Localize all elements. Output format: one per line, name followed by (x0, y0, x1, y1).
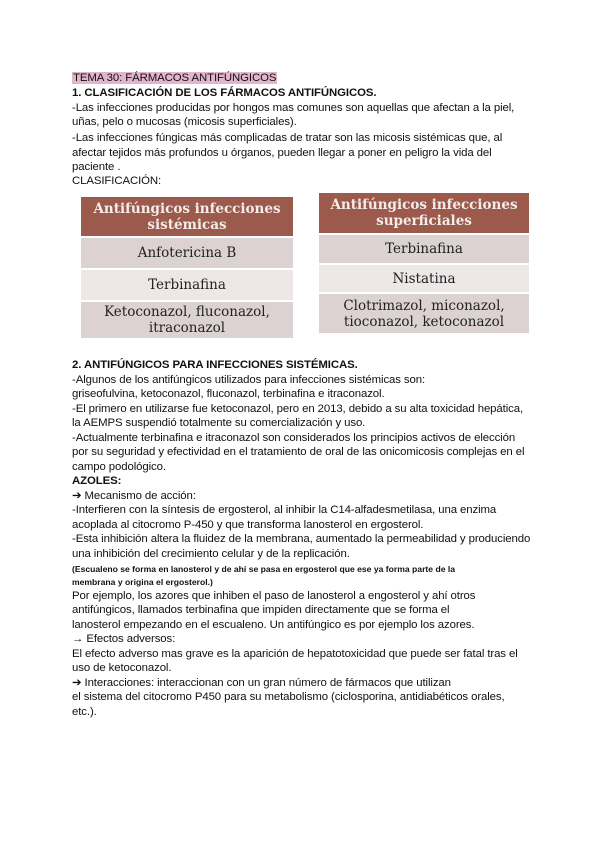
table-row: Terbinafina (81, 270, 293, 300)
azoles-heading: AZOLES: (72, 475, 122, 487)
paragraph-line: afectar tejidos más profundos u órganos, pueden llegar a poner en peligro la vida del (72, 147, 492, 159)
interactions-line: ➔ Interacciones: interaccionan con un gran número de fármacos que utilizan (72, 677, 451, 689)
table-header-text: sistémicas (147, 216, 227, 233)
mechanism-label: ➔ Mecanismo de acción: (72, 490, 196, 502)
paragraph-line: acoplada al citocromo P-450 y que transforma lanosterol en ergosterol. (72, 519, 424, 531)
note-line: (Escualeno se forma en lanosterol y de ahí se pasa en ergosterol que ese ya forma parte de la (72, 564, 456, 574)
table-header-text: Antifúngicos infecciones (93, 200, 281, 217)
paragraph-line: El efecto adverso mas grave es la aparición de hepatotoxicidad que puede ser fatal tras el (72, 648, 518, 660)
paragraph-line: Por ejemplo, los azores que inhiben el paso de lanosterol a engosterol y ahí otros (72, 590, 476, 602)
paragraph-line: uñas, pelo o mucosas (micosis superficiales). (72, 116, 297, 128)
paragraph-line: -Las infecciones producidas por hongos mas comunes son aquellas que afectan a la piel, (72, 102, 515, 114)
adverse-label: → Efectos adversos: (72, 633, 176, 645)
section1-heading: 1. CLASIFICACIÓN DE LOS FÁRMACOS ANTIFÚNGICOS. (72, 87, 377, 99)
paragraph-line: -Actualmente terbinafina e itraconazol son considerados los principios activos de elección (72, 432, 516, 444)
table-header-text: Antifúngicos infecciones (330, 197, 518, 213)
section2-heading: 2. ANTIFÚNGICOS PARA INFECCIONES SISTÉMICAS. (72, 359, 358, 371)
paragraph-line: la AEMPS suspendió totalmente su comercialización y uso. (72, 417, 366, 429)
paragraph-line: uso de ketoconazol. (72, 662, 172, 674)
note-line: membrana y origina el ergosterol.) (72, 577, 213, 587)
paragraph-line: paciente . (72, 161, 121, 173)
paragraph-line: por su seguridad y efectividad en el tratamiento de oral de las onicomicosis complejas en el (72, 446, 525, 458)
paragraph-line: campo podológico. (72, 461, 166, 473)
paragraph-line: -Las infecciones fúngicas más complicadas de tratar son las micosis sistémicas que, al (72, 132, 503, 144)
paragraph-line: -El primero en utilizarse fue ketoconazol, pero en 2013, debido a su alta toxicidad hepática, (72, 403, 524, 415)
table-row: Clotrimazol, miconazol, tioconazol, ketoconazol (319, 294, 529, 333)
table-row: Ketoconazol, fluconazol, itraconazol (81, 302, 293, 338)
paragraph-line: antifúngicos, llamados terbinafina que impiden directamente que se forma el (72, 604, 450, 616)
table-header (319, 193, 529, 233)
paragraph-line: -Algunos de los antifúngicos utilizados para infecciones sistémicas son: (72, 374, 426, 386)
table-header-text: superficiales (376, 213, 472, 229)
paragraph-line: -Esta inhibición altera la fluidez de la membrana, aumentado la permeabilidad y produciendo (72, 533, 531, 545)
table-row: Nistatina (319, 265, 529, 292)
paragraph-line: griseofulvina, ketoconazol, fluconazol, terbinafina e itraconazol. (72, 388, 385, 400)
classification-label: CLASIFICACIÓN: (72, 175, 162, 187)
title-line (72, 71, 277, 86)
table-row: Anfotericina B (81, 238, 293, 268)
table-header (81, 197, 293, 236)
paragraph-line: el sistema del citocromo P450 para su metabolismo (ciclosporina, antidiabéticos orales, (72, 691, 505, 703)
paragraph-line: lanosterol empezando en el escualeno. Un antifúngico es por ejemplo los azores. (72, 619, 475, 631)
paragraph-line: una inhibición del crecimiento celular y de la replicación. (72, 548, 350, 560)
paragraph-line: etc.). (72, 706, 97, 718)
document-title: TEMA 30: FÁRMACOS ANTIFÚNGICOS (73, 72, 277, 84)
table-row: Terbinafina (319, 235, 529, 263)
paragraph-line: -Interfieren con la síntesis de ergosterol, al inhibir la C14-alfadesmetilasa, una enzima (72, 504, 497, 516)
